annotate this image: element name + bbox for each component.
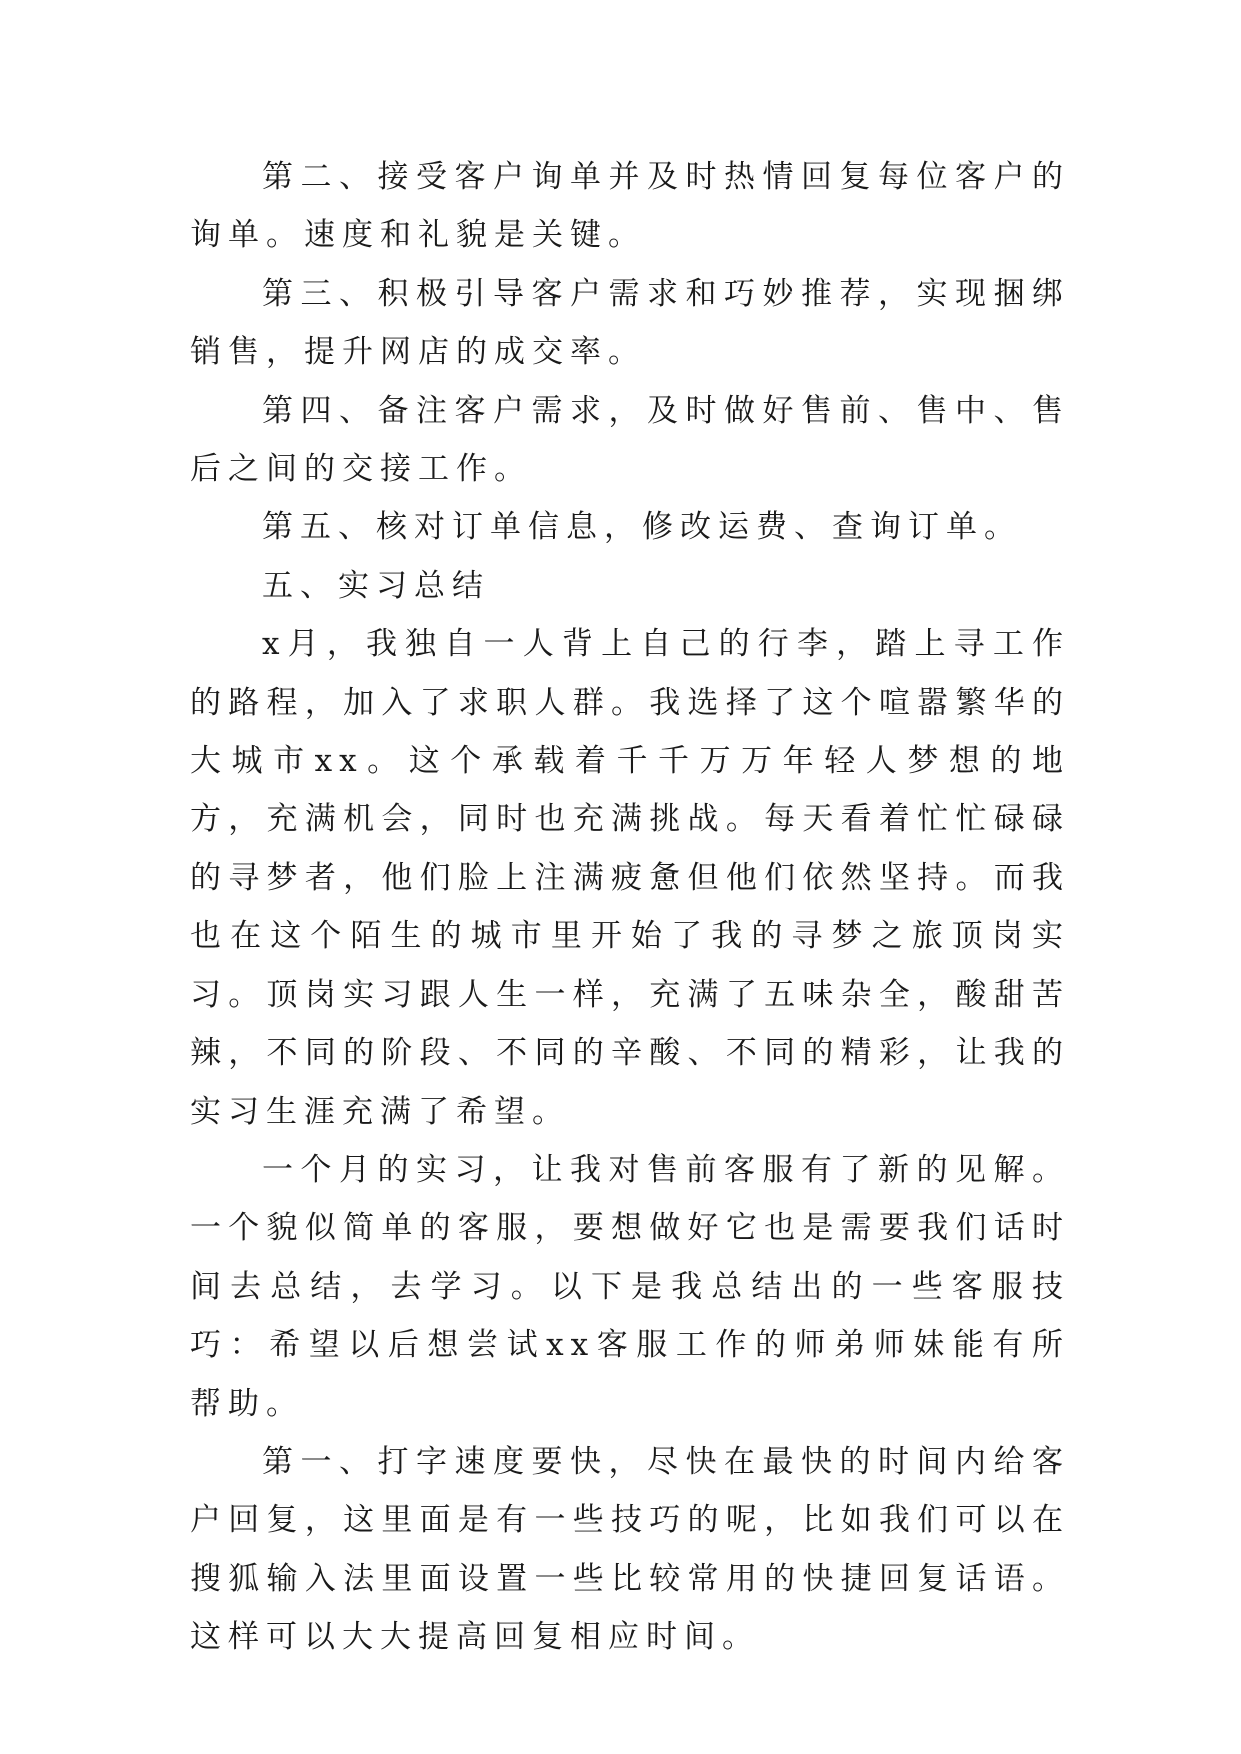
section-heading-internship-summary: 五、实习总结 xyxy=(262,567,490,604)
paragraph-item-4: 第四、备注客户需求，及时做好售前、售中、售后之间的交接工作。 xyxy=(190,392,1070,488)
paragraph-item-3: 第三、积极引导客户需求和巧妙推荐，实现捆绑销售，提升网店的成交率。 xyxy=(190,275,1070,371)
summary-paragraph-2: 一个月的实习，让我对售前客服有了新的见解。一个貌似简单的客服，要想做好它也是需要我们话时间去总结，去学习。以下是我总结出的一些客服技巧：希望以后想尝试xx客服工作的师弟师妹能有所帮助。 xyxy=(190,1151,1070,1422)
paragraph-item-5: 第五、核对订单信息，修改运费、查询订单。 xyxy=(262,509,1022,546)
tip-paragraph-1: 第一、打字速度要快，尽快在最快的时间内给客户回复，这里面是有一些技巧的呢，比如我们可以在搜狐输入法里面设置一些比较常用的快捷回复话语。这样可以大大提高回复相应时间。 xyxy=(190,1443,1070,1656)
document-body xyxy=(190,148,1070,1667)
summary-paragraph-1: x月，我独自一人背上自己的行李，踏上寻工作的路程，加入了求职人群。我选择了这个喧嚣繁华的大城市xx。这个承载着千千万万年轻人梦想的地方，充满机会，同时也充满挑战。每天看着忙忙碌碌的寻梦者，他们脸上注满疲惫但他们依然坚持。而我也在这个陌生的城市里开始了我的寻梦之旅顶岗实习。顶岗实习跟人生一样，充满了五味杂全，酸甜苦辣，不同的阶段、不同的辛酸、不同的精彩，让我的实习生涯充满了希望。 xyxy=(190,626,1070,1130)
paragraph-item-2: 第二、接受客户询单并及时热情回复每位客户的询单。速度和礼貌是关键。 xyxy=(190,159,1070,254)
